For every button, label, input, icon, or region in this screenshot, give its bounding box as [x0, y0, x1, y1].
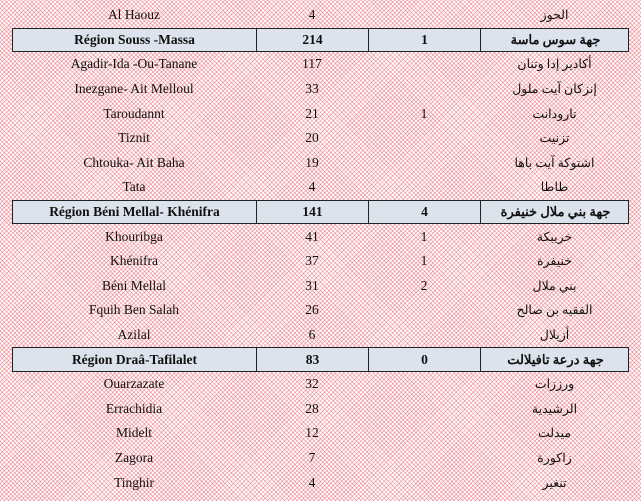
total-count-cell: 20 [305, 130, 319, 146]
total-count-cell: 4 [308, 474, 316, 490]
table-row [12, 397, 629, 422]
name-fr-cell: Khouribga [105, 228, 163, 244]
region-row [12, 347, 629, 372]
total-count-cell: 12 [305, 425, 319, 441]
total-count-cell: 28 [305, 400, 319, 416]
name-fr-cell: Tata [122, 179, 146, 195]
name-fr-cell: Azilal [117, 327, 151, 343]
table-row [12, 298, 629, 323]
table-row [12, 470, 629, 495]
name-ar-cell: جهة سوس ماسة [510, 31, 601, 47]
name-ar-cell: طاطا [540, 180, 569, 195]
name-fr-cell: Midelt [116, 425, 152, 441]
total-count-cell: 19 [305, 154, 319, 170]
sub-count-cell [368, 3, 480, 28]
total-count-cell: 21 [305, 105, 319, 121]
sub-count-cell [368, 175, 480, 200]
sub-count-cell [368, 77, 480, 102]
name-ar-cell: زاكورة [537, 451, 572, 466]
total-count-cell: 141 [257, 201, 369, 224]
name-fr-cell: Errachidia [105, 400, 163, 416]
sub-count-cell [368, 298, 480, 323]
region-row [12, 28, 629, 53]
name-ar-cell: أكادير إدا وتنان [517, 57, 592, 72]
name-fr-cell: Région Draâ-Tafilalet [13, 348, 257, 371]
name-fr-cell: Région Souss -Massa [13, 29, 257, 52]
table-row [12, 77, 629, 102]
sub-count-cell: 1 [369, 29, 481, 52]
sub-count-cell [368, 446, 480, 471]
total-count-cell: 117 [302, 56, 322, 72]
name-fr-cell: Al Haouz [107, 7, 161, 23]
name-fr-cell: Khénifra [110, 253, 158, 269]
total-count-cell: 26 [305, 302, 319, 318]
table-row [12, 3, 629, 28]
sub-count-cell: 1 [420, 253, 428, 269]
total-count-cell: 37 [305, 253, 319, 269]
name-ar-cell: ورززات [534, 377, 575, 392]
name-fr-cell: Inezgane- Ait Melloul [74, 81, 194, 97]
sub-count-cell: 1 [420, 105, 428, 121]
total-count-cell: 7 [308, 450, 316, 466]
name-ar-cell: ميدلت [537, 426, 572, 441]
sub-count-cell [368, 397, 480, 422]
sub-count-cell [368, 372, 480, 397]
name-ar-cell: بني ملال [532, 278, 577, 293]
region-row [12, 200, 629, 225]
table-row [12, 421, 629, 446]
name-fr-cell: Fquih Ben Salah [89, 302, 179, 318]
total-count-cell: 83 [257, 348, 369, 371]
total-count-cell: 41 [305, 228, 319, 244]
table-row [12, 52, 629, 77]
sub-count-cell [368, 126, 480, 151]
name-fr-cell: Région Béni Mellal- Khénifra [13, 201, 257, 224]
table-row [12, 101, 629, 126]
name-ar-cell: إنزكان آيت ملول [512, 82, 597, 97]
table-row [12, 372, 629, 397]
name-ar-cell: جهة درعة تافيلالت [507, 351, 604, 367]
name-ar-cell: الرشيدية [531, 401, 578, 416]
name-ar-cell: تزنيت [539, 131, 570, 146]
name-ar-cell: تنغير [542, 475, 567, 490]
name-fr-cell: Béni Mellal [101, 277, 167, 293]
sub-count-cell [368, 323, 480, 348]
name-fr-cell: Taroudannt [103, 105, 165, 121]
total-count-cell: 33 [305, 81, 319, 97]
sub-count-cell: 4 [369, 201, 481, 224]
name-fr-cell: Tiznit [118, 130, 150, 146]
name-fr-cell: Zagora [114, 450, 154, 466]
total-count-cell: 214 [257, 29, 369, 52]
total-count-cell: 6 [308, 327, 316, 343]
name-ar-cell: الفقيه بن صالح [516, 303, 593, 318]
total-count-cell: 4 [308, 179, 316, 195]
sub-count-cell [368, 470, 480, 495]
name-fr-cell: Ouarzazate [103, 376, 165, 392]
name-ar-cell: جهة بني ملال خنيفرة [500, 204, 611, 220]
sub-count-cell [368, 151, 480, 176]
name-fr-cell: Agadir-Ida -Ou-Tanane [70, 56, 198, 72]
name-fr-cell: Tinghir [113, 474, 155, 490]
name-fr-cell: Chtouka- Ait Baha [83, 154, 185, 170]
name-ar-cell: اشتوكة آيت باها [514, 155, 595, 170]
sub-count-cell: 1 [420, 228, 428, 244]
table-row [12, 224, 629, 249]
table-row [12, 175, 629, 200]
name-ar-cell: أزيلال [539, 328, 570, 343]
name-ar-cell: خنيفرة [536, 254, 573, 269]
table-row [12, 126, 629, 151]
name-ar-cell: خريبكة [536, 229, 573, 244]
total-count-cell: 32 [305, 376, 319, 392]
sub-count-cell: 2 [420, 277, 428, 293]
sub-count-cell [368, 421, 480, 446]
table-row [12, 151, 629, 176]
name-ar-cell: تارودانت [532, 106, 577, 121]
name-ar-cell: الحوز [540, 8, 569, 23]
total-count-cell: 4 [308, 7, 316, 23]
sub-count-cell [368, 52, 480, 77]
sub-count-cell: 0 [369, 348, 481, 371]
table-row [12, 446, 629, 471]
table-row [12, 274, 629, 299]
table-row [12, 323, 629, 348]
total-count-cell: 31 [305, 277, 319, 293]
table-row [12, 249, 629, 274]
